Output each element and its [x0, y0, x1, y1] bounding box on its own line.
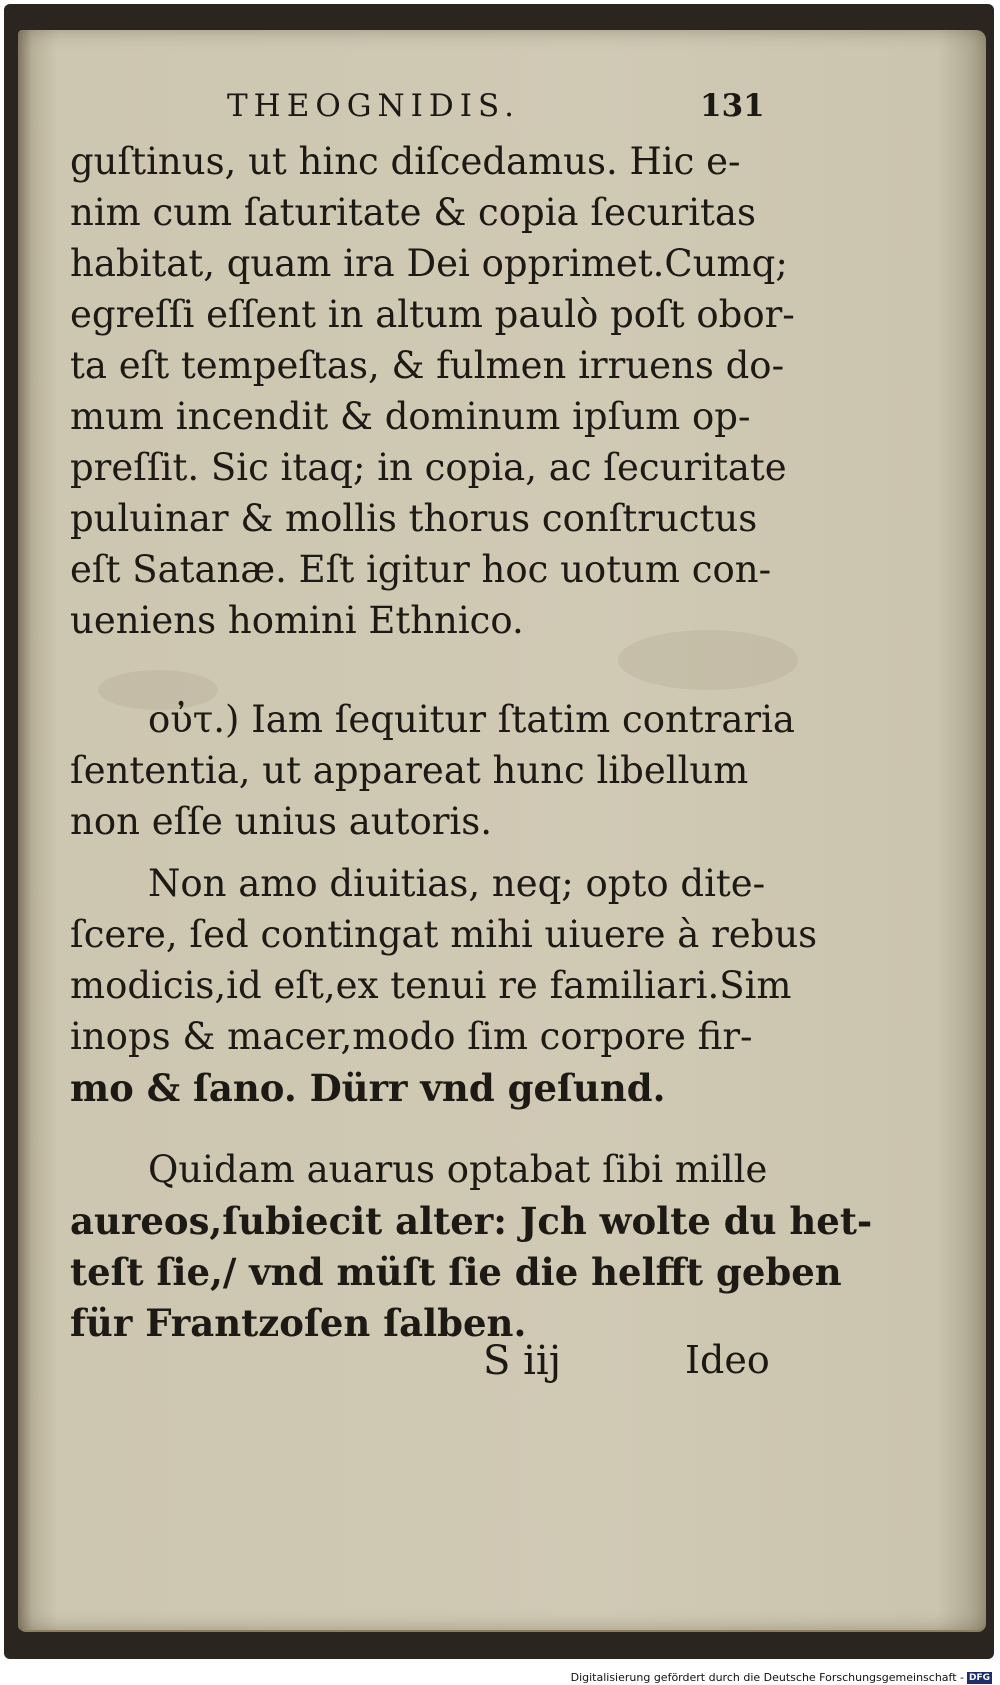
text-line: Quidam auarus optabat ſibi mille: [148, 1148, 768, 1191]
text-line: inops & macer,modo ſim corpore fir-: [70, 1015, 753, 1058]
text-line: aureos,ſubiecit alter: Jch wolte du het-: [70, 1199, 873, 1243]
text-line: egreſſi eſſent in altum paulò poſt obor-: [70, 293, 795, 336]
dfg-logo: DFG: [968, 1672, 990, 1683]
text-line: eſt Satanæ. Eſt igitur hoc uotum con-: [70, 548, 772, 591]
text-line: modicis,id eſt,ex tenui re familiari.Sim: [70, 964, 792, 1007]
page-stain: [618, 630, 798, 690]
text-line: ſcere, ſed contingat mihi uiuere à rebus: [70, 913, 818, 956]
text-line: mum incendit & dominum ipſum op-: [70, 395, 751, 438]
catchword: Ideo: [685, 1338, 770, 1382]
text-line: mo & ſano. Dürr vnd geſund.: [70, 1066, 666, 1110]
text-line: preſſit. Sic itaq; in copia, ac ſecuritate: [70, 446, 787, 489]
signature-mark: S iij: [483, 1338, 562, 1384]
text-line: οὐτ.) Iam ſequitur ſtatim contraria: [148, 698, 795, 741]
credit-text: Digitalisierung gefördert durch die Deutsche Forschungsgemeinschaft -: [570, 1671, 964, 1684]
page-number: 131: [700, 88, 765, 124]
text-line: habitat, quam ira Dei opprimet.Cumq;: [70, 242, 788, 285]
text-line: ta eſt tempeſtas, & fulmen irruens do-: [70, 344, 785, 387]
text-line: für Frantzoſen ſalben.: [70, 1301, 527, 1345]
text-line: non eſſe unius autoris.: [70, 800, 493, 843]
text-line: ſententia, ut appareat hunc libellum: [70, 749, 749, 792]
text-line: puluinar & mollis thorus conſtructus: [70, 497, 758, 540]
text-line: teſt ſie,/ vnd müſt ſie die helfft geben: [70, 1250, 842, 1294]
text-line: nim cum ſaturitate & copia ſecuritas: [70, 191, 756, 234]
text-line: guſtinus, ut hinc diſcedamus. Hic e-: [70, 140, 741, 183]
text-line: ueniens homini Ethnico.: [70, 599, 524, 642]
digitization-credit: [571, 1670, 992, 1685]
text-line: Non amo diuitias, neq; opto dite-: [148, 862, 766, 905]
running-head: THEOGNIDIS.: [227, 88, 520, 124]
